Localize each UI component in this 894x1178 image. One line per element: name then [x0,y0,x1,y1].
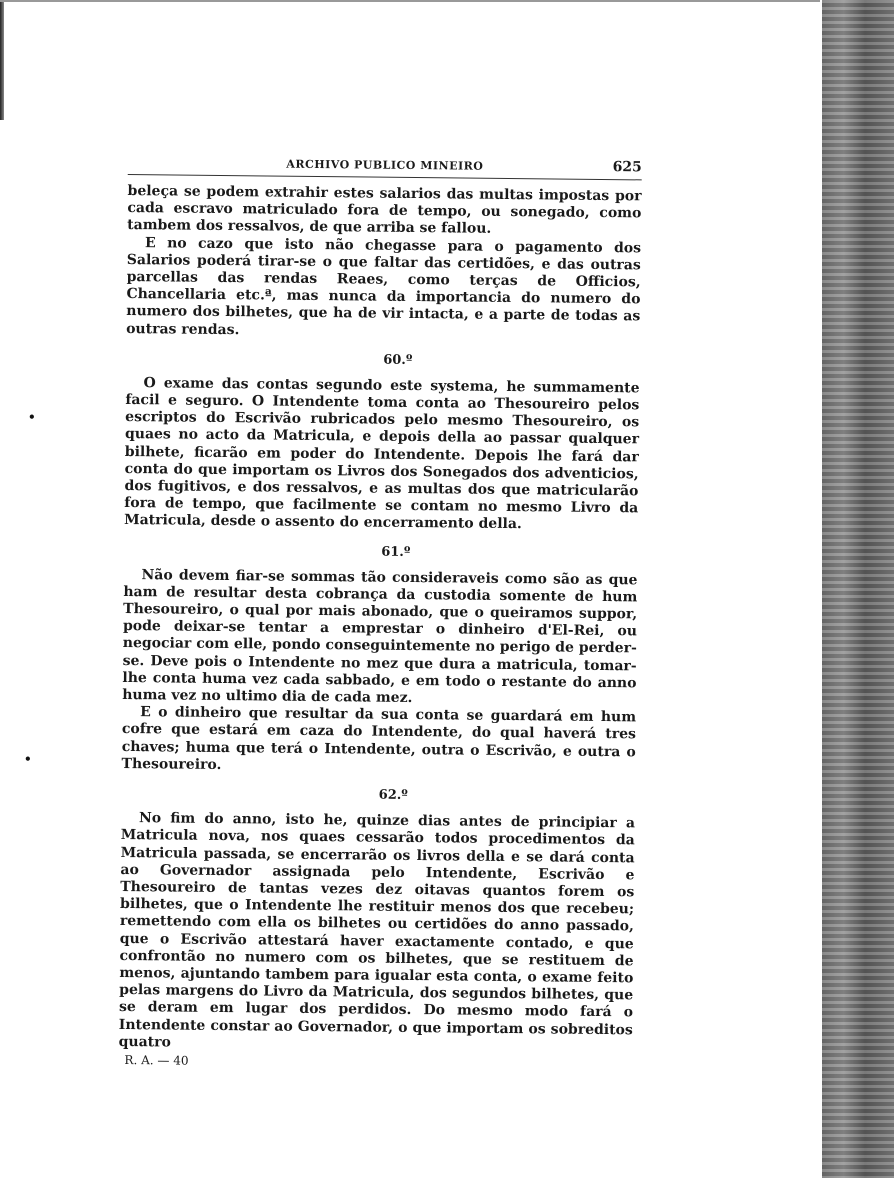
paragraph: beleça se podem extrahir estes salarios das multas impostas por cada escravo matriculado fora de tempo, ou sonegado, como tambem dos ressalvos, de que arriba se fallou. [127,182,642,238]
section-number: 62.º [378,787,408,804]
scan-top-border [0,0,820,2]
margin-mark: • [28,410,36,424]
paragraph: Não devem fiar-se sommas tão consideraveis como são as que ham de resultar desta cobrança da custodia somente de hum Thesoureiro, o qual por mais abonado, que o queiramos suppor, pode deixar-se tentar a emprestar o dinheiro d'El-Rei, ou negociar com elle, pondo conseguintemente no perigo de perder-se. Deve pois o Intendente no mez que dura a matricula, tomar-lhe conta huma vez cada sabbado, e em todo o restante do anno huma vez no ultimo dia de cada mez. [122,566,638,707]
paragraph: E o dinheiro que resultar da sua conta se guardará em hum cofre que estará em caza do Intendente, do qual haverá tres chaves; huma que terá o Intendente, outra o Escrivão, e outra o Thesoureiro. [121,704,637,773]
document-page [118,150,642,1072]
running-title: ARCHIVO PUBLICO MINEIRO [286,157,484,173]
paragraph: E no cazo que isto não chegasse para o pagamento dos Salarios poderá tirar-se o que faltar das certidões, e das outras parcellas das rendas Reaes, como terças de Officios, Chancellaria etc.ª, mas nunca da importancia do numero do numero dos bilhetes, que ha de vir intacta, e a parte de todas as outras rendas. [126,234,642,338]
margin-mark: • [24,752,32,766]
paragraph: No fim do anno, isto he, quinze dias antes de principiar a Matricula nova, nos quaes cessarão todos procedimentos da Matricula passada, se encerrarão os livros della e se dará conta ao Governador assignada pelo Intendente, Escrivão e Thesoureiro de tantas vezes dez oitavas quantos forem os bilhetes, que o Intendente lhe restituir menos dos que recebeu; remettendo com ella os bilhetes ou certidões do anno passado, que o Escrivão attestará haver exactamente contado, e que confrontão no numero com os bilhetes, que se restituem de menos, ajuntando tambem para igualar esta conta, o exame feito pelas margens do Livro da Matricula, dos segundos bilhetes, que se deram em lugar dos perdidos. Do mesmo modo fará o Intendente constar ao Governador, o que importam os sobreditos quatro [118,810,636,1051]
book-spine-edge [822,0,894,1178]
page-header [128,150,642,180]
section-number: 60.º [383,352,413,368]
scan-left-edge [0,0,4,120]
signature-mark: R. A. — 40 [124,1052,189,1068]
section-number: 61.º [381,544,411,560]
page-number: 625 [612,159,642,176]
paragraph: O exame das contas segundo este systema, he summamente facil e seguro. O Intendente toma conta ao Thesoureiro pelos escriptos do Escrivão rubricados pelo mesmo Thesoureiro, os quaes no acto da Matricula, e depois della ao passar qualquer bilhete, ficarão em poder do Intendente. Depois lhe fará dar conta do que importam os Livros dos Sonegados dos adventicios, dos fugitivos, e dos ressalvos, e as multas dos que matricularão fora de tempo, que facilmente se contam no mesmo Livro da Matricula, desde o assento do encerramento della. [124,375,640,533]
